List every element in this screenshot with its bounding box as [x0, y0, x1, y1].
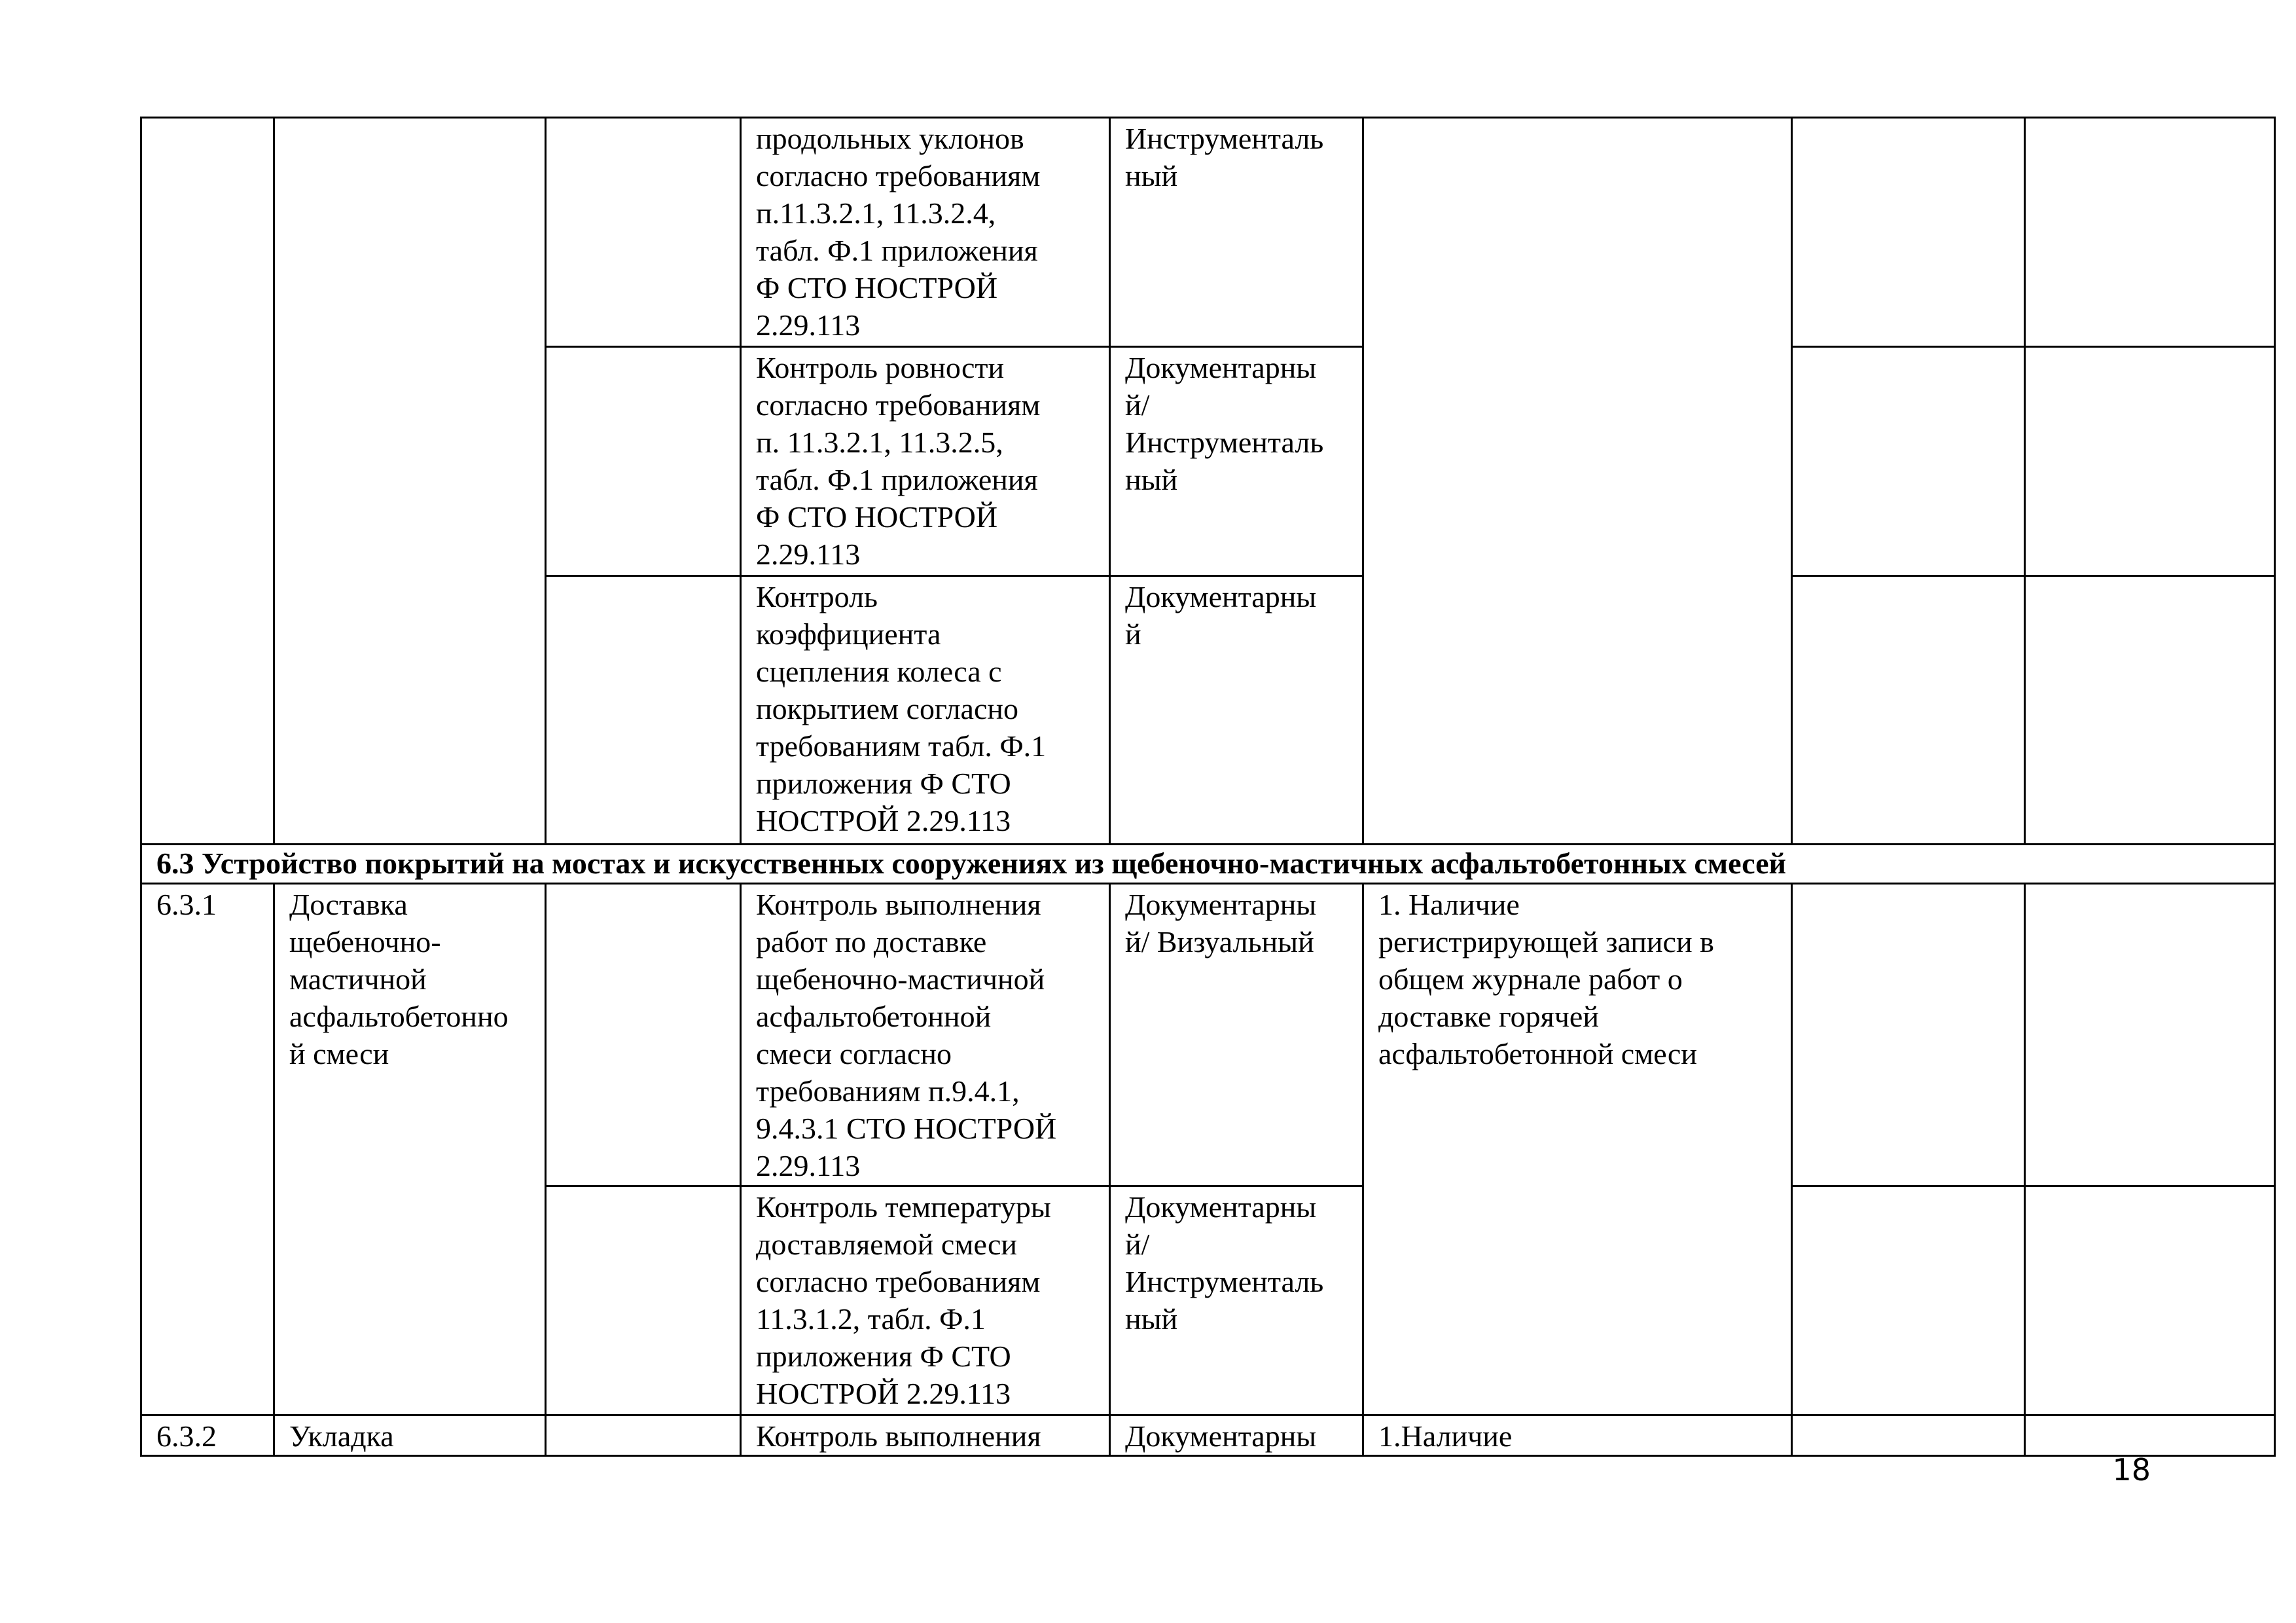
- page-number: 18: [2112, 1452, 2151, 1487]
- control-method-cell: Документарны: [1110, 1415, 1363, 1456]
- control-method-cell: Документарны й/ Визуальный: [1110, 884, 1363, 1186]
- stage-cell: Доставка щебеночно- мастичной асфальтобетонно й смеси: [274, 884, 546, 1415]
- empty-cell: [546, 1415, 741, 1456]
- empty-cell: [546, 576, 741, 845]
- empty-cell: [546, 118, 741, 347]
- control-method-cell: Документарны й/ Инструменталь ный: [1110, 1186, 1363, 1415]
- requirements-table: [140, 117, 2276, 1457]
- empty-cell: [2025, 1186, 2275, 1415]
- empty-cell: [1792, 1415, 2025, 1456]
- empty-cell: [1792, 118, 2025, 347]
- stage-cell: Укладка: [274, 1415, 546, 1456]
- empty-cell: [2025, 118, 2275, 347]
- empty-cell: [1792, 576, 2025, 845]
- control-method-cell: Документарны й/ Инструменталь ный: [1110, 347, 1363, 576]
- control-description-cell: Контроль ровности согласно требованиям п. 11.3.2.1, 11.3.2.5, табл. Ф.1 приложения Ф СТО НОСТРОЙ 2.29.113: [741, 347, 1110, 576]
- section-heading: 6.3 Устройство покрытий на мостах и искусственных сооружениях из щебеночно-мастичных асфальтобетонных смесей: [141, 845, 2275, 884]
- empty-cell: [546, 884, 741, 1186]
- control-description-cell: Контроль температуры доставляемой смеси согласно требованиям 11.3.1.2, табл. Ф.1 приложения Ф СТО НОСТРОЙ 2.29.113: [741, 1186, 1110, 1415]
- empty-cell: [2025, 1415, 2275, 1456]
- empty-cell: [546, 347, 741, 576]
- empty-cell: [1792, 347, 2025, 576]
- control-description-cell: Контроль коэффициента сцепления колеса с покрытием согласно требованиям табл. Ф.1 приложения Ф СТО НОСТРОЙ 2.29.113: [741, 576, 1110, 845]
- control-description-cell: Контроль выполнения работ по доставке щебеночно-мастичной асфальтобетонной смеси согласно требованиям п.9.4.1, 9.4.3.1 СТО НОСТРОЙ 2.29.113: [741, 884, 1110, 1186]
- empty-cell: [2025, 576, 2275, 845]
- result-cell: [1363, 118, 1792, 845]
- control-method-cell: Документарны й: [1110, 576, 1363, 845]
- empty-cell: [1792, 1186, 2025, 1415]
- number-cell: 6.3.2: [141, 1415, 274, 1456]
- number-cell: [141, 118, 274, 845]
- empty-cell: [1792, 884, 2025, 1186]
- result-cell: 1.Наличие: [1363, 1415, 1792, 1456]
- control-description-cell: продольных уклонов согласно требованиям п.11.3.2.1, 11.3.2.4, табл. Ф.1 приложения Ф СТО НОСТРОЙ 2.29.113: [741, 118, 1110, 347]
- stage-cell: [274, 118, 546, 845]
- control-description-cell: Контроль выполнения: [741, 1415, 1110, 1456]
- table-row: [141, 884, 2275, 1186]
- result-cell: 1. Наличие регистрирующей записи в общем журнале работ о доставке горячей асфальтобетонной смеси: [1363, 884, 1792, 1415]
- empty-cell: [2025, 347, 2275, 576]
- table-row: [141, 118, 2275, 347]
- empty-cell: [2025, 884, 2275, 1186]
- table-row: [141, 1415, 2275, 1456]
- section-heading-row: [141, 845, 2275, 884]
- empty-cell: [546, 1186, 741, 1415]
- number-cell: 6.3.1: [141, 884, 274, 1415]
- control-method-cell: Инструменталь ный: [1110, 118, 1363, 347]
